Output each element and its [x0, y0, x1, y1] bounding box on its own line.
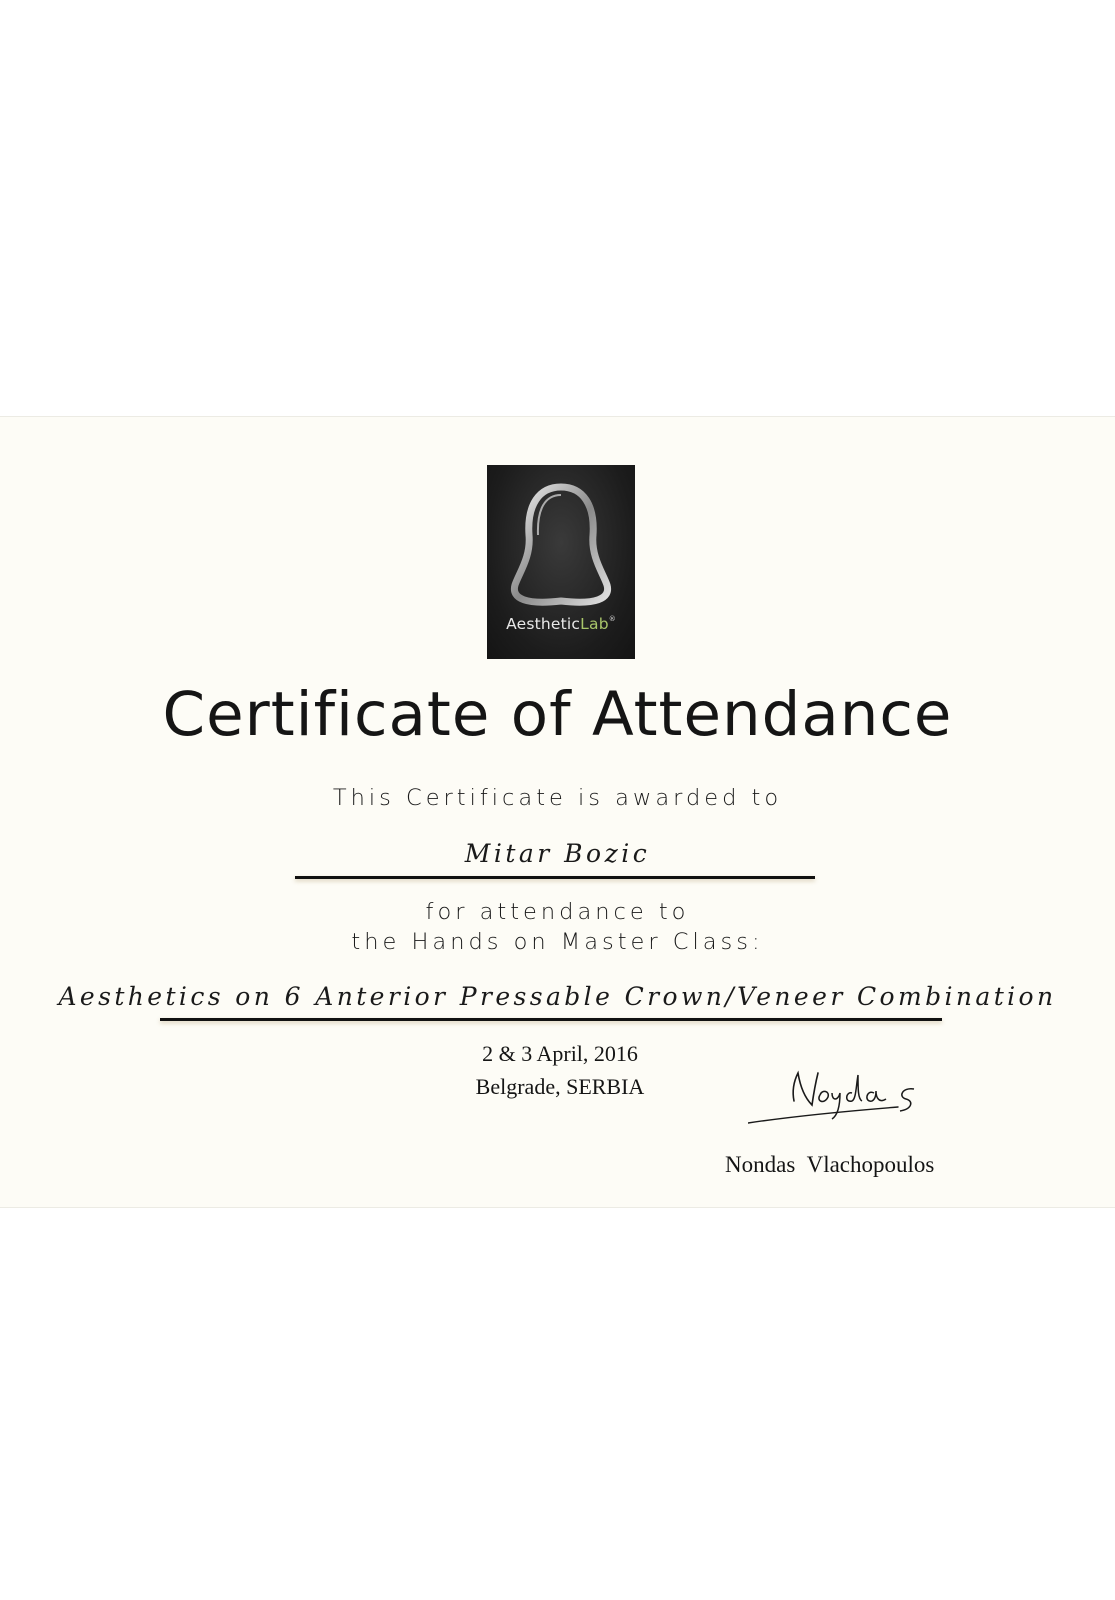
- handwritten-signature: [748, 1061, 948, 1131]
- certificate-sheet: [0, 416, 1115, 1208]
- aestheticlab-logo: [487, 465, 635, 659]
- event-date-location: [430, 1037, 690, 1103]
- logo-brand-first: Aesthetic: [506, 615, 581, 633]
- attendance-line: for attendance to: [425, 899, 690, 925]
- signatory-name: Nondas Vlachopoulos: [725, 1152, 935, 1177]
- logo-wordmark: [487, 615, 635, 633]
- course-underline: [160, 1018, 942, 1021]
- awarded-line: This Certificate is awarded to: [332, 785, 783, 811]
- registered-mark: ®: [608, 615, 616, 623]
- course-name: Aesthetics on 6 Anterior Pressable Crown/Veneer Combination: [58, 982, 1057, 1011]
- event-location: Belgrade, SERBIA: [475, 1074, 645, 1099]
- certificate-title: Certificate of Attendance: [162, 679, 953, 750]
- event-date: 2 & 3 April, 2016: [482, 1041, 638, 1066]
- recipient-name: Mitar Bozic: [464, 839, 651, 868]
- logo-brand-second: Lab: [580, 615, 609, 633]
- recipient-underline: [295, 876, 815, 879]
- master-class-line: the Hands on Master Class:: [351, 929, 764, 955]
